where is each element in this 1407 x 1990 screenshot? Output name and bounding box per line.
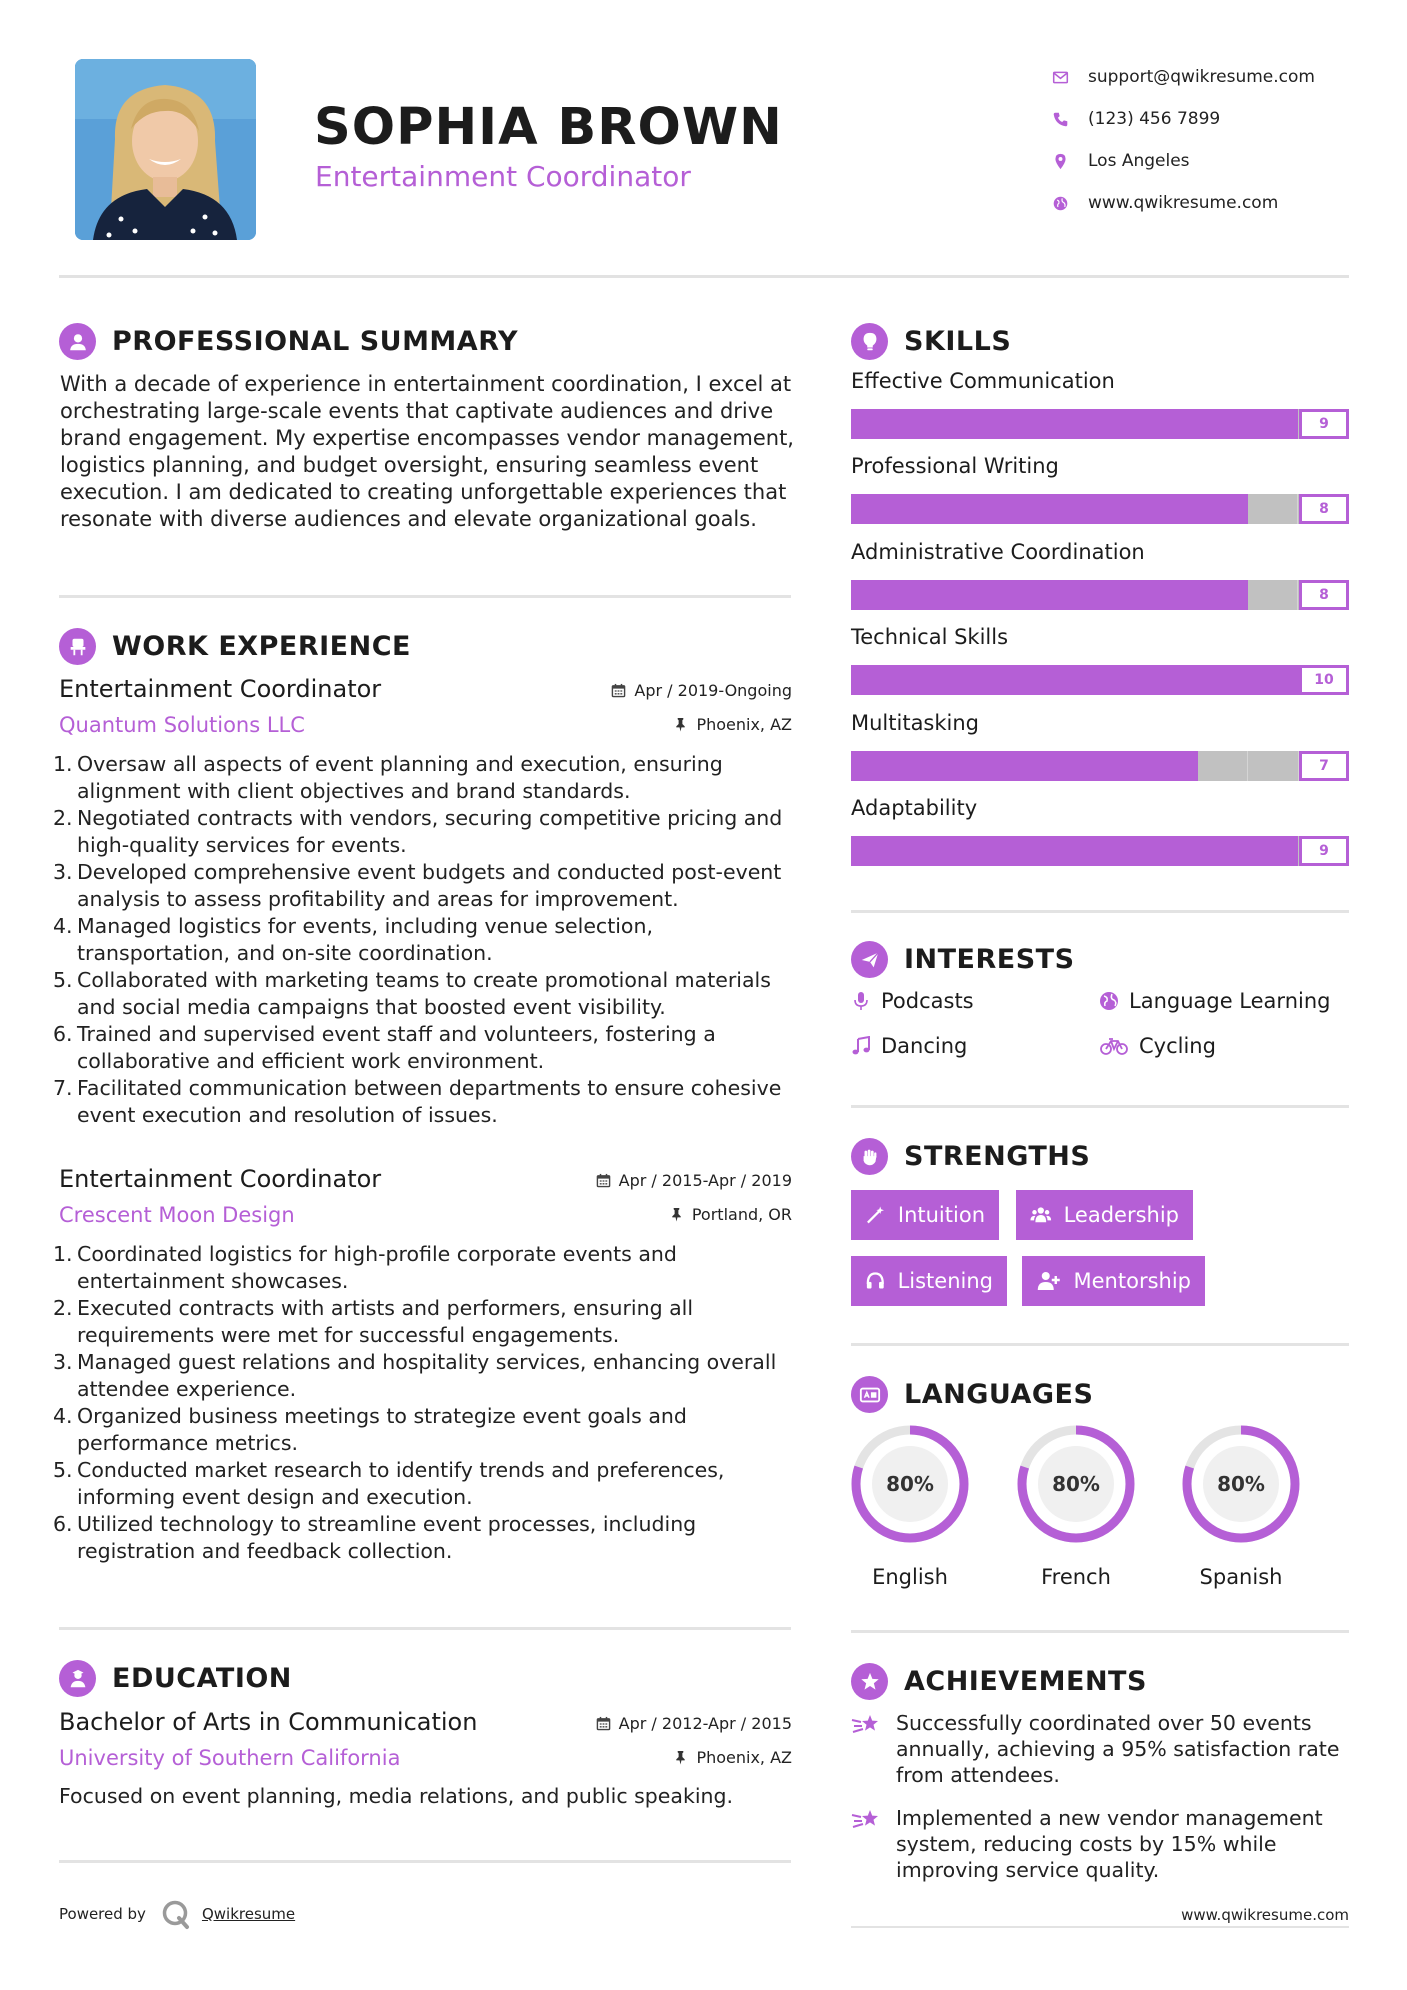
header-divider xyxy=(59,275,1349,278)
skill-name: Professional Writing xyxy=(851,454,1059,479)
education-title: EDUCATION xyxy=(112,1663,292,1694)
skill-segment-filled xyxy=(1149,836,1199,866)
list-item: 4. Organized business meetings to strategize event goals and performance metrics. xyxy=(53,1404,687,1455)
skill-segment-filled xyxy=(1099,580,1149,610)
shooting-star-icon xyxy=(851,1712,883,1738)
skill-bar xyxy=(851,409,1349,439)
skill-segment-filled xyxy=(851,409,901,439)
job-company: Quantum Solutions LLC xyxy=(59,713,305,737)
language-name: Spanish xyxy=(1199,1565,1283,1589)
skill-segment-filled xyxy=(1148,751,1198,781)
education-location-text: Phoenix, AZ xyxy=(696,1748,792,1767)
list-item: 4. Managed logistics for events, including venue selection, transportation, and on-site coordination. xyxy=(53,914,653,965)
skill-name: Administrative Coordination xyxy=(851,539,1145,564)
education-divider xyxy=(59,1860,791,1863)
skill-level-badge: 10 xyxy=(1299,665,1349,695)
skill-item xyxy=(851,796,1349,881)
calendar-icon xyxy=(596,1173,611,1188)
globe-icon xyxy=(1099,991,1119,1011)
skill-segment-filled xyxy=(1199,409,1249,439)
skill-level-badge: 8 xyxy=(1299,494,1349,524)
education-description: Focused on event planning, media relations, and public speaking. xyxy=(59,1784,734,1808)
job-date-text: Apr / 2019-Ongoing xyxy=(634,681,792,700)
skill-bar xyxy=(851,494,1349,524)
skill-segment-filled xyxy=(1000,580,1050,610)
skill-segment-filled xyxy=(950,836,1000,866)
strength-label: Mentorship xyxy=(1073,1269,1191,1293)
users-icon xyxy=(1030,1204,1052,1226)
qwikresume-logo-icon xyxy=(160,1898,192,1930)
job-date-text: Apr / 2015-Apr / 2019 xyxy=(618,1171,792,1190)
list-item: 7. Facilitated communication between departments to ensure cohesive event execution and resolution of issues. xyxy=(53,1076,782,1127)
list-item: 5. Collaborated with marketing teams to create promotional materials and social media campaigns that boosted event visibility. xyxy=(53,968,771,1019)
languages-divider xyxy=(851,1630,1349,1633)
strengths-divider xyxy=(851,1343,1349,1346)
job-company: Crescent Moon Design xyxy=(59,1203,295,1227)
skill-segment-filled xyxy=(1049,580,1099,610)
language-name: English xyxy=(872,1565,948,1589)
strength-tag xyxy=(851,1256,1007,1306)
skills-divider xyxy=(851,910,1349,913)
list-item: 6. Utilized technology to streamline event processes, including registration and feedback collection. xyxy=(53,1512,697,1563)
skill-segment-filled xyxy=(1198,580,1248,610)
interests-title: INTERESTS xyxy=(904,944,1075,975)
job-title: Entertainment Coordinator xyxy=(59,675,382,703)
language-icon xyxy=(851,1376,888,1413)
star-badge-icon xyxy=(851,1663,888,1700)
language-item xyxy=(1181,1424,1301,1589)
languages-heading xyxy=(851,1376,1093,1413)
skill-level-badge: 9 xyxy=(1299,409,1349,439)
skills-heading xyxy=(851,323,1011,360)
interest-label: Dancing xyxy=(881,1034,968,1058)
skill-segment-filled xyxy=(1000,409,1050,439)
skill-segment-empty xyxy=(1248,580,1299,610)
interest-item xyxy=(851,989,974,1013)
headphones-icon xyxy=(865,1270,886,1292)
job-date xyxy=(611,681,792,700)
language-item xyxy=(1016,1424,1136,1589)
skill-item xyxy=(851,454,1349,539)
skill-segment-empty xyxy=(1198,751,1249,781)
interest-label: Language Learning xyxy=(1129,989,1331,1013)
work-divider xyxy=(59,1627,791,1630)
skill-level-badge: 7 xyxy=(1299,751,1349,781)
powered-by-label: Powered by xyxy=(59,1905,146,1923)
skill-segment-filled xyxy=(1049,494,1099,524)
pushpin-icon xyxy=(669,1207,684,1222)
contact-phone-text: (123) 456 7899 xyxy=(1088,109,1221,129)
paper-plane-icon xyxy=(851,941,888,978)
skill-segment-filled xyxy=(851,580,901,610)
skill-segment-filled xyxy=(1100,665,1150,695)
skill-segment-filled xyxy=(1000,751,1050,781)
footer-divider xyxy=(851,1926,1349,1928)
interest-item xyxy=(851,1034,967,1058)
interest-label: Podcasts xyxy=(881,989,974,1013)
skill-segment-filled xyxy=(1000,494,1050,524)
microphone-icon xyxy=(851,991,871,1011)
skill-item xyxy=(851,369,1349,454)
contact-location-text: Los Angeles xyxy=(1088,151,1190,171)
skill-name: Technical Skills xyxy=(851,625,1009,650)
skill-item xyxy=(851,711,1349,796)
skill-name: Multitasking xyxy=(851,710,980,735)
contact-list xyxy=(1052,56,1315,224)
skill-segment-filled xyxy=(1000,836,1050,866)
skill-segment-filled xyxy=(1100,836,1150,866)
skill-segment-filled xyxy=(951,665,1001,695)
globe-icon xyxy=(1052,195,1088,212)
briefcase-icon xyxy=(59,628,96,665)
list-item: 6. Trained and supervised event staff and volunteers, fostering a collaborative and efficient work environment. xyxy=(53,1022,716,1073)
job-bullets xyxy=(53,1241,792,1565)
job-bullets xyxy=(53,751,792,1129)
footer-website[interactable]: www.qwikresume.com xyxy=(1181,1906,1349,1924)
summary-divider xyxy=(59,595,791,598)
skill-segment-filled xyxy=(901,665,951,695)
skill-item xyxy=(851,540,1349,625)
skill-segment-filled xyxy=(950,494,1000,524)
education-date-text: Apr / 2012-Apr / 2015 xyxy=(618,1714,792,1733)
footer-powered-by xyxy=(59,1898,295,1930)
list-item: 2. Executed contracts with artists and performers, ensuring all requirements were met for successful engagements. xyxy=(53,1296,694,1347)
list-item: 1. Oversaw all aspects of event planning and execution, ensuring alignment with client objectives and brand standards. xyxy=(53,752,723,803)
skill-segment-filled xyxy=(1200,665,1250,695)
skill-segment-filled xyxy=(1099,494,1149,524)
envelope-icon xyxy=(1052,69,1088,86)
interest-label: Cycling xyxy=(1139,1034,1216,1058)
skill-segment-filled xyxy=(1050,665,1100,695)
contact-phone[interactable] xyxy=(1052,98,1315,140)
interests-divider xyxy=(851,1105,1349,1108)
summary-title: PROFESSIONAL SUMMARY xyxy=(112,326,519,357)
skill-segment-filled xyxy=(950,751,1000,781)
job-location-text: Phoenix, AZ xyxy=(696,715,792,734)
education-date xyxy=(596,1714,792,1733)
job-location xyxy=(669,1205,792,1224)
calendar-icon xyxy=(596,1716,611,1731)
education-entry xyxy=(59,1708,792,1808)
achievement-text: Implemented a new vendor management system, reducing costs by 15% while improving service quality. xyxy=(896,1806,1323,1882)
interests-heading xyxy=(851,941,1075,978)
skill-segment-filled xyxy=(1100,409,1150,439)
job-location xyxy=(673,715,792,734)
education-heading xyxy=(59,1660,292,1697)
ring-percent-label: 80% xyxy=(886,1472,934,1496)
achievement-text: Successfully coordinated over 50 events annually, achieving a 95% satisfaction rate from attendees. xyxy=(896,1711,1340,1787)
list-item: 3. Developed comprehensive event budgets and conducted post-event analysis to assess profitability and areas for improvement. xyxy=(53,860,782,911)
skill-segment-filled xyxy=(851,665,901,695)
work-heading xyxy=(59,628,411,665)
languages-title: LANGUAGES xyxy=(904,1379,1094,1410)
achievements-title: ACHIEVEMENTS xyxy=(904,1666,1147,1697)
fist-icon xyxy=(851,1138,888,1175)
education-location xyxy=(673,1748,792,1767)
contact-website-text: www.qwikresume.com xyxy=(1088,193,1279,213)
skill-segment-filled xyxy=(1050,409,1100,439)
skill-segment-empty xyxy=(1248,751,1299,781)
list-item: 5. Conducted market research to identify trends and preferences, informing event design and execution. xyxy=(53,1458,725,1509)
skill-segment-filled xyxy=(1198,494,1248,524)
skill-segment-filled xyxy=(901,751,951,781)
music-note-icon xyxy=(851,1036,871,1056)
education-school: University of Southern California xyxy=(59,1746,401,1770)
education-degree: Bachelor of Arts in Communication xyxy=(59,1708,478,1736)
map-pin-icon xyxy=(1052,153,1088,170)
skill-segment-filled xyxy=(1149,494,1199,524)
skill-segment-filled xyxy=(1150,665,1200,695)
skill-segment-filled xyxy=(1049,751,1099,781)
contact-email-text: support@qwikresume.com xyxy=(1088,67,1315,87)
job-date xyxy=(596,1171,792,1190)
language-name: French xyxy=(1041,1565,1111,1589)
skill-segment-filled xyxy=(950,409,1000,439)
language-ring xyxy=(1016,1424,1136,1544)
strengths-title: STRENGTHS xyxy=(904,1141,1091,1172)
contact-website[interactable] xyxy=(1052,182,1315,224)
lightbulb-icon xyxy=(851,323,888,360)
user-icon xyxy=(59,323,96,360)
achievement-item xyxy=(851,1805,1349,1883)
skill-segment-filled xyxy=(901,580,951,610)
skill-segment-filled xyxy=(1050,836,1100,866)
magic-wand-icon xyxy=(865,1204,886,1226)
strength-label: Intuition xyxy=(897,1203,985,1227)
skill-name: Adaptability xyxy=(851,795,978,820)
skill-segment-filled xyxy=(950,580,1000,610)
strength-tag xyxy=(1016,1190,1193,1240)
strength-label: Listening xyxy=(897,1269,993,1293)
skill-segment-filled xyxy=(901,409,951,439)
skill-item xyxy=(851,625,1349,710)
strength-label: Leadership xyxy=(1063,1203,1179,1227)
strengths-heading xyxy=(851,1138,1090,1175)
candidate-name: SOPHIA BROWN xyxy=(314,98,783,157)
qwikresume-link[interactable]: Qwikresume xyxy=(201,1905,296,1923)
language-ring xyxy=(1181,1424,1301,1544)
achievement-item xyxy=(851,1710,1349,1788)
language-item xyxy=(850,1424,970,1589)
list-item: 1. Coordinated logistics for high-profile corporate events and entertainment showcases. xyxy=(53,1242,677,1293)
strength-tag xyxy=(1022,1256,1205,1306)
skill-segment-filled xyxy=(1149,580,1199,610)
skill-level-badge: 8 xyxy=(1299,580,1349,610)
skills-title: SKILLS xyxy=(904,326,1012,357)
skill-segment-filled xyxy=(1199,836,1249,866)
achievements-heading xyxy=(851,1663,1147,1700)
candidate-role: Entertainment Coordinator xyxy=(315,160,691,193)
skill-segment-filled xyxy=(901,836,951,866)
job-location-text: Portland, OR xyxy=(691,1205,792,1224)
pushpin-icon xyxy=(673,717,688,732)
ring-percent-label: 80% xyxy=(1217,1472,1265,1496)
calendar-icon xyxy=(611,683,626,698)
bicycle-icon xyxy=(1099,1036,1129,1056)
skill-bar xyxy=(851,665,1349,695)
skill-bar xyxy=(851,580,1349,610)
skill-name: Effective Communication xyxy=(851,369,1115,393)
skill-segment-filled xyxy=(1249,665,1299,695)
skill-segment-empty xyxy=(1248,494,1299,524)
list-item: 2. Negotiated contracts with vendors, securing competitive pricing and high-quality services for events. xyxy=(53,806,783,857)
list-item: 3. Managed guest relations and hospitality services, enhancing overall attendee experience. xyxy=(53,1350,777,1401)
skill-segment-filled xyxy=(1249,836,1299,866)
work-title: WORK EXPERIENCE xyxy=(112,631,411,662)
ring-percent-label: 80% xyxy=(1052,1472,1100,1496)
skill-bar xyxy=(851,836,1349,866)
skill-segment-filled xyxy=(851,836,901,866)
skill-segment-filled xyxy=(1000,665,1050,695)
skill-segment-filled xyxy=(901,494,951,524)
graduate-icon xyxy=(59,1660,96,1697)
skill-segment-filled xyxy=(1099,751,1149,781)
interest-item xyxy=(1099,989,1330,1013)
skill-level-badge: 9 xyxy=(1299,836,1349,866)
skill-segment-filled xyxy=(851,751,901,781)
skills-list xyxy=(851,369,1349,881)
summary-heading xyxy=(59,323,518,360)
skill-bar xyxy=(851,751,1349,781)
user-plus-icon xyxy=(1036,1270,1062,1292)
pushpin-icon xyxy=(673,1750,688,1765)
interest-item xyxy=(1099,1034,1216,1058)
shooting-star-icon xyxy=(851,1807,883,1833)
contact-email[interactable] xyxy=(1052,56,1315,98)
profile-photo xyxy=(75,59,256,240)
job-title: Entertainment Coordinator xyxy=(59,1165,382,1193)
job-entry xyxy=(53,1165,792,1565)
phone-icon xyxy=(1052,111,1088,128)
skill-segment-filled xyxy=(851,494,901,524)
skill-segment-filled xyxy=(1149,409,1199,439)
strength-tag xyxy=(851,1190,999,1240)
contact-location xyxy=(1052,140,1315,182)
language-ring xyxy=(850,1424,970,1544)
skill-segment-filled xyxy=(1249,409,1299,439)
summary-text: With a decade of experience in entertainment coordination, I excel at orchestrating large-scale events that captivate audiences and drive brand engagement. My expertise encompasses vendor management, logistics planning, and budget oversight, ensuring seamless event execution. I am dedicated to creating unforgettable experiences that resonate with diverse audiences and elevate organizational goals. xyxy=(60,372,794,531)
job-entry xyxy=(53,675,792,1129)
